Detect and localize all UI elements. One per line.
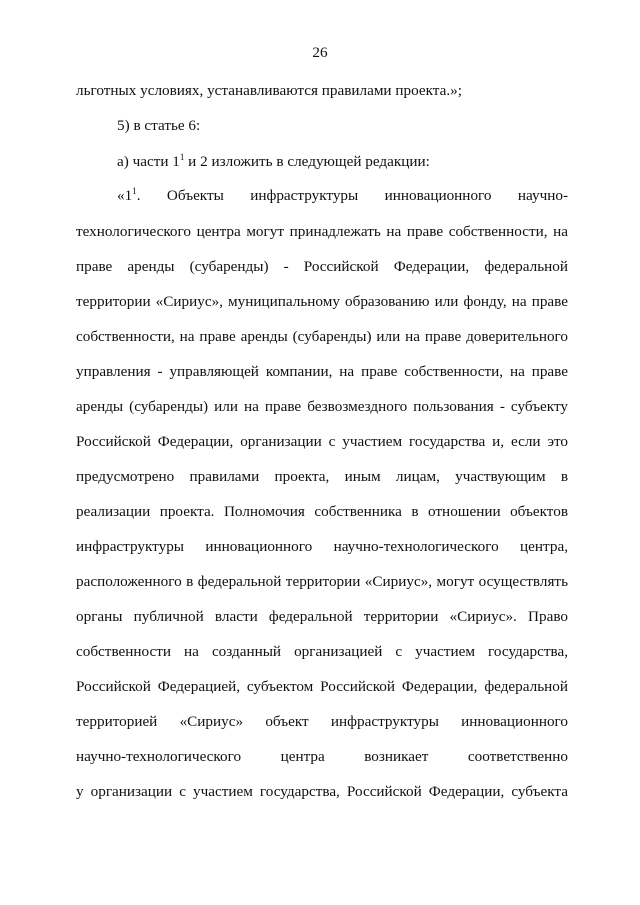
text-line: территории «Сириус», муниципальному образованию или фонду, на праве xyxy=(76,293,568,310)
text-line xyxy=(117,186,568,206)
text-line xyxy=(117,152,568,172)
text-fragment: и 2 изложить в следующей редакции: xyxy=(184,153,430,170)
page-number: 26 xyxy=(312,44,328,61)
text-line: собственности, на праве аренды (субаренды) или на праве доверительного xyxy=(76,328,568,345)
text-line: льготных условиях, устанавливаются правилами проекта.»; xyxy=(76,82,462,99)
superscript: 1 xyxy=(179,152,185,162)
text-fragment: а) части 1 xyxy=(117,153,180,170)
text-line: предусмотрено правилами проекта, иным лицам, участвующим в xyxy=(76,468,568,485)
text-line: Российской Федерации, организации с участием государства и, если это xyxy=(76,433,568,450)
text-line: территорией «Сириус» объект инфраструктуры инновационного xyxy=(76,713,568,730)
superscript: 1 xyxy=(132,186,137,196)
text-line: научно-технологического центра возникает соответственно xyxy=(76,748,568,765)
text-line: технологического центра могут принадлежать на праве собственности, на xyxy=(76,223,568,240)
text-line: органы публичной власти федеральной территории «Сириус». Право xyxy=(76,608,568,625)
text-line: 5) в статье 6: xyxy=(117,117,201,134)
text-line: у организации с участием государства, Российской Федерации, субъекта xyxy=(76,783,568,800)
text-line: инфраструктуры инновационного научно-технологического центра, xyxy=(76,538,568,555)
text-fragment: . Объекты инфраструктуры инновационного научно- xyxy=(136,187,568,204)
text-line: реализации проекта. Полномочия собственника в отношении объектов xyxy=(76,503,568,520)
text-line: расположенного в федеральной территории «Сириус», могут осуществлять xyxy=(76,573,568,590)
text-fragment: «1 xyxy=(117,187,133,204)
text-line: праве аренды (субаренды) - Российской Федерации, федеральной xyxy=(76,258,568,275)
text-line: Российской Федерацией, субъектом Российской Федерации, федеральной xyxy=(76,678,568,695)
text-line: управления - управляющей компании, на праве собственности, на праве xyxy=(76,363,568,380)
text-line: аренды (субаренды) или на праве безвозмездного пользования - субъекту xyxy=(76,398,568,415)
text-line: собственности на созданный организацией с участием государства, xyxy=(76,643,568,660)
